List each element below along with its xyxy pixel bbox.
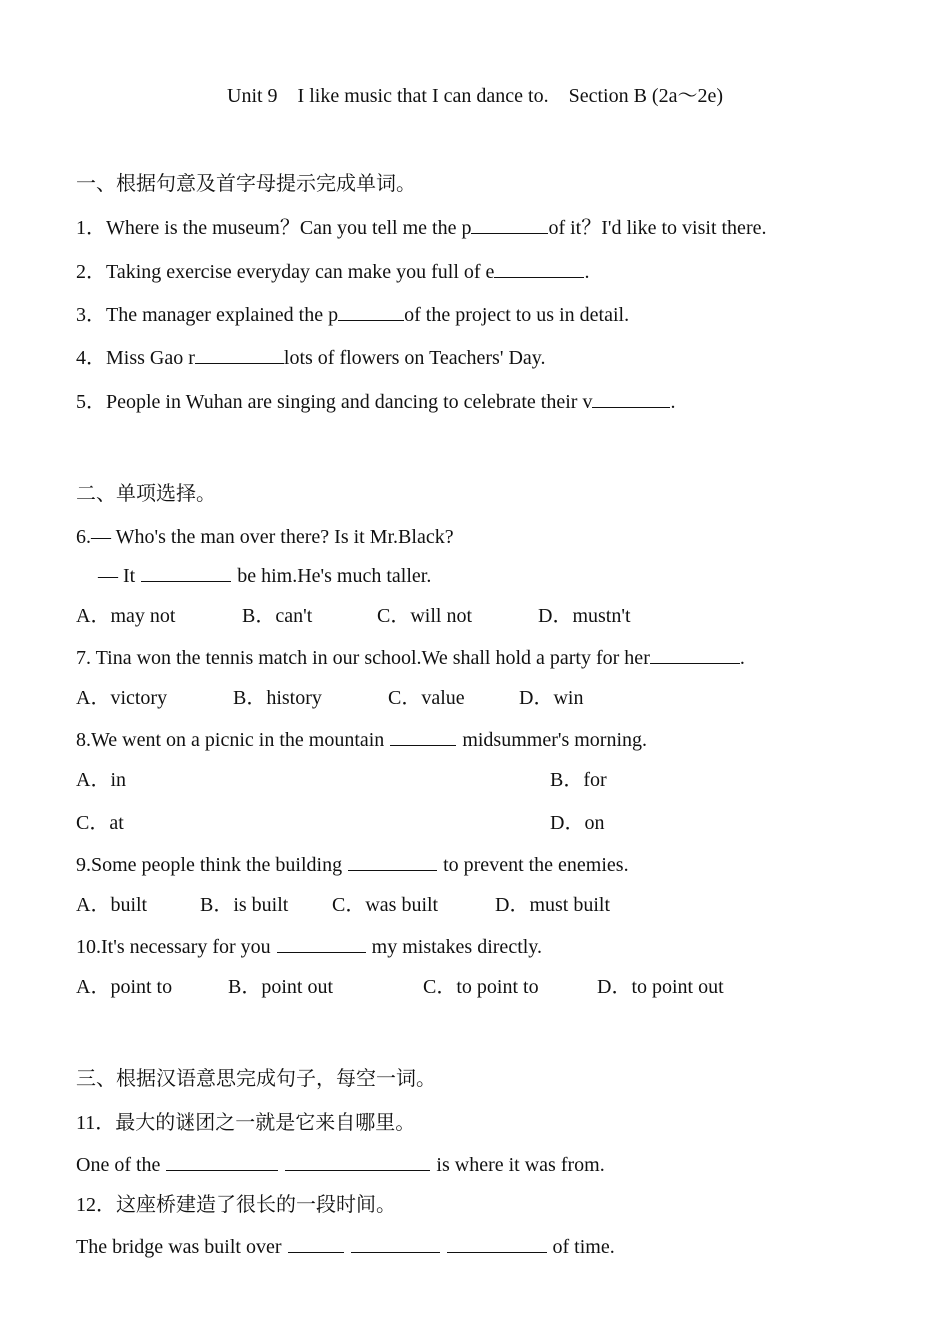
answer-blank[interactable] xyxy=(166,1169,278,1171)
question-text: — It xyxy=(98,565,141,587)
option-d[interactable]: D．mustn't xyxy=(538,605,631,627)
answer-blank[interactable] xyxy=(494,276,584,278)
question-2 xyxy=(76,259,589,285)
question-number: 5． xyxy=(76,391,106,413)
question-text-end: to prevent the enemies. xyxy=(438,854,629,876)
answer-blank[interactable] xyxy=(390,744,456,746)
option-d[interactable]: D．to point out xyxy=(597,976,724,998)
option-b[interactable]: B．is built xyxy=(200,894,289,916)
option-a[interactable]: A．point to xyxy=(76,976,173,998)
question-text: The manager explained the p xyxy=(106,304,339,326)
question-text: One of the xyxy=(76,1154,166,1176)
option-c[interactable]: C．was built xyxy=(332,894,439,916)
question-text-end: is where it was from. xyxy=(431,1154,605,1176)
option-a[interactable]: A．may not xyxy=(76,605,176,627)
option-a[interactable]: A．victory xyxy=(76,687,168,709)
question-7 xyxy=(76,645,745,671)
question-3 xyxy=(76,302,629,328)
question-12-chinese: 12．这座桥建造了很长的一段时间。 xyxy=(76,1194,396,1216)
question-text-end: of the project to us in detail. xyxy=(404,304,630,326)
option-c[interactable]: C．value xyxy=(388,687,465,709)
question-10 xyxy=(76,934,542,960)
question-4 xyxy=(76,345,545,371)
option-a[interactable]: A．in xyxy=(76,769,126,791)
question-5 xyxy=(76,389,675,415)
question-number: 3． xyxy=(76,304,106,326)
question-11 xyxy=(76,1152,605,1178)
option-c[interactable]: C．at xyxy=(76,812,124,834)
option-a[interactable]: A．built xyxy=(76,894,148,916)
answer-blank[interactable] xyxy=(650,662,740,664)
question-9 xyxy=(76,852,629,878)
question-text-end: . xyxy=(670,391,676,413)
worksheet-title: Unit 9 I like music that I can dance to. Section B (2a～2e) xyxy=(227,85,723,107)
question-number: 2． xyxy=(76,261,106,283)
option-b[interactable]: B．for xyxy=(550,769,607,791)
question-11-chinese: 11．最大的谜团之一就是它来自哪里。 xyxy=(76,1112,416,1134)
question-text-end: of time. xyxy=(547,1236,615,1258)
question-text: 9.Some people think the building xyxy=(76,854,348,876)
option-b[interactable]: B．can't xyxy=(242,605,313,627)
answer-blank[interactable] xyxy=(141,580,231,582)
question-6-line2 xyxy=(98,563,431,589)
option-c[interactable]: C．will not xyxy=(377,605,473,627)
question-text: 10.It's necessary for you xyxy=(76,936,276,958)
question-8 xyxy=(76,727,647,753)
option-c[interactable]: C．to point to xyxy=(423,976,539,998)
question-text: Where is the museum？Can you tell me the p xyxy=(106,217,472,239)
question-number: 1． xyxy=(76,217,106,239)
question-12 xyxy=(76,1234,615,1260)
option-b[interactable]: B．point out xyxy=(228,976,334,998)
question-text-end: lots of flowers on Teachers' Day. xyxy=(283,347,546,369)
question-text-end: be him.He's much taller. xyxy=(232,565,432,587)
question-text: People in Wuhan are singing and dancing to celebrate their v xyxy=(106,391,593,413)
answer-blank[interactable] xyxy=(447,1251,547,1253)
question-text: Taking exercise everyday can make you full of e xyxy=(106,261,495,283)
section3-heading: 三、根据汉语意思完成句子，每空一词。 xyxy=(76,1068,436,1090)
answer-blank[interactable] xyxy=(277,951,366,953)
section2-heading: 二、单项选择。 xyxy=(76,483,216,505)
question-text-end: . xyxy=(584,261,590,283)
question-text-end: . xyxy=(739,647,745,669)
question-6-line1: 6.— Who's the man over there? Is it Mr.Black? xyxy=(76,526,454,548)
option-b[interactable]: B．history xyxy=(233,687,322,709)
answer-blank[interactable] xyxy=(288,1251,344,1253)
question-text-end: of it？I'd like to visit there. xyxy=(548,217,767,239)
question-text: The bridge was built over xyxy=(76,1236,287,1258)
answer-blank[interactable] xyxy=(471,232,548,234)
question-text-end: midsummer's morning. xyxy=(457,729,648,751)
section1-heading: 一、根据句意及首字母提示完成单词。 xyxy=(76,173,416,195)
answer-blank[interactable] xyxy=(592,406,670,408)
answer-blank[interactable] xyxy=(338,319,404,321)
question-text: 7. Tina won the tennis match in our school.We shall hold a party for her xyxy=(76,647,650,669)
question-text-end: my mistakes directly. xyxy=(366,936,543,958)
question-number: 4． xyxy=(76,347,106,369)
option-d[interactable]: D．win xyxy=(519,687,584,709)
question-text: Miss Gao r xyxy=(106,347,195,369)
option-d[interactable]: D．on xyxy=(550,812,605,834)
question-text: 8.We went on a picnic in the mountain xyxy=(76,729,390,751)
answer-blank[interactable] xyxy=(348,869,437,871)
option-d[interactable]: D．must built xyxy=(495,894,611,916)
answer-blank[interactable] xyxy=(195,362,284,364)
answer-blank[interactable] xyxy=(351,1251,440,1253)
answer-blank[interactable] xyxy=(285,1169,430,1171)
question-1 xyxy=(76,215,766,241)
